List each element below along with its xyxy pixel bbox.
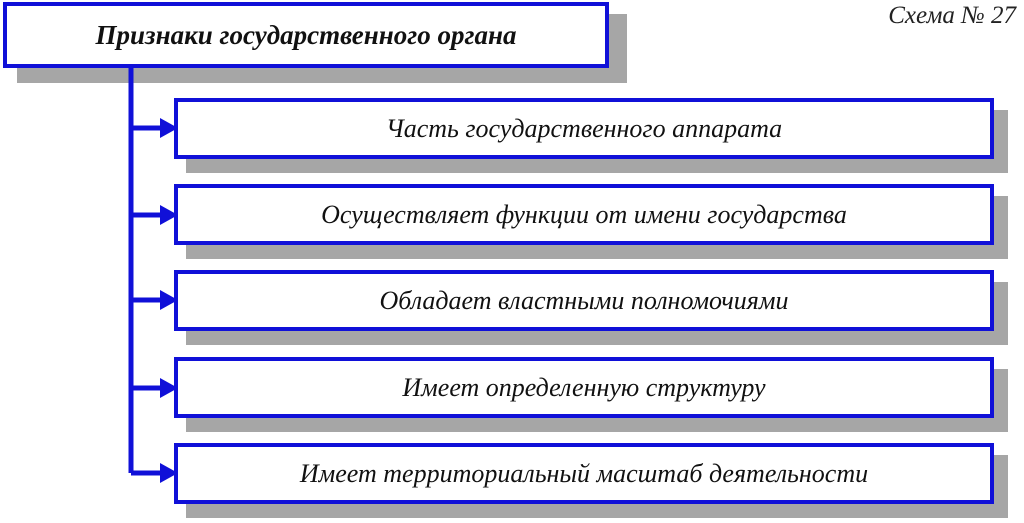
branch-arrow-2 [131,205,178,225]
branch-arrow-5 [131,463,178,483]
branch-arrow-3 [131,290,178,310]
title-text: Признаки государственного органа [95,19,517,50]
feature-box-5 [174,443,994,504]
feature-box-1 [174,98,994,159]
feature-box-2 [174,184,994,245]
feature-box-4 [174,357,994,418]
branch-arrow-4 [131,378,178,398]
feature-text-1: Часть государственного аппарата [385,113,783,143]
feature-text-3: Обладает властными полномочиями [379,285,789,315]
feature-text-5: Имеет территориальный масштаб деятельности [299,458,869,488]
feature-text-4: Имеет определенную структуру [402,372,766,402]
branch-arrow-1 [131,118,178,138]
feature-text-2: Осуществляет функции от имени государства [321,199,847,229]
scheme-number-label: Схема № 27 [888,2,1016,29]
feature-box-3 [174,270,994,331]
